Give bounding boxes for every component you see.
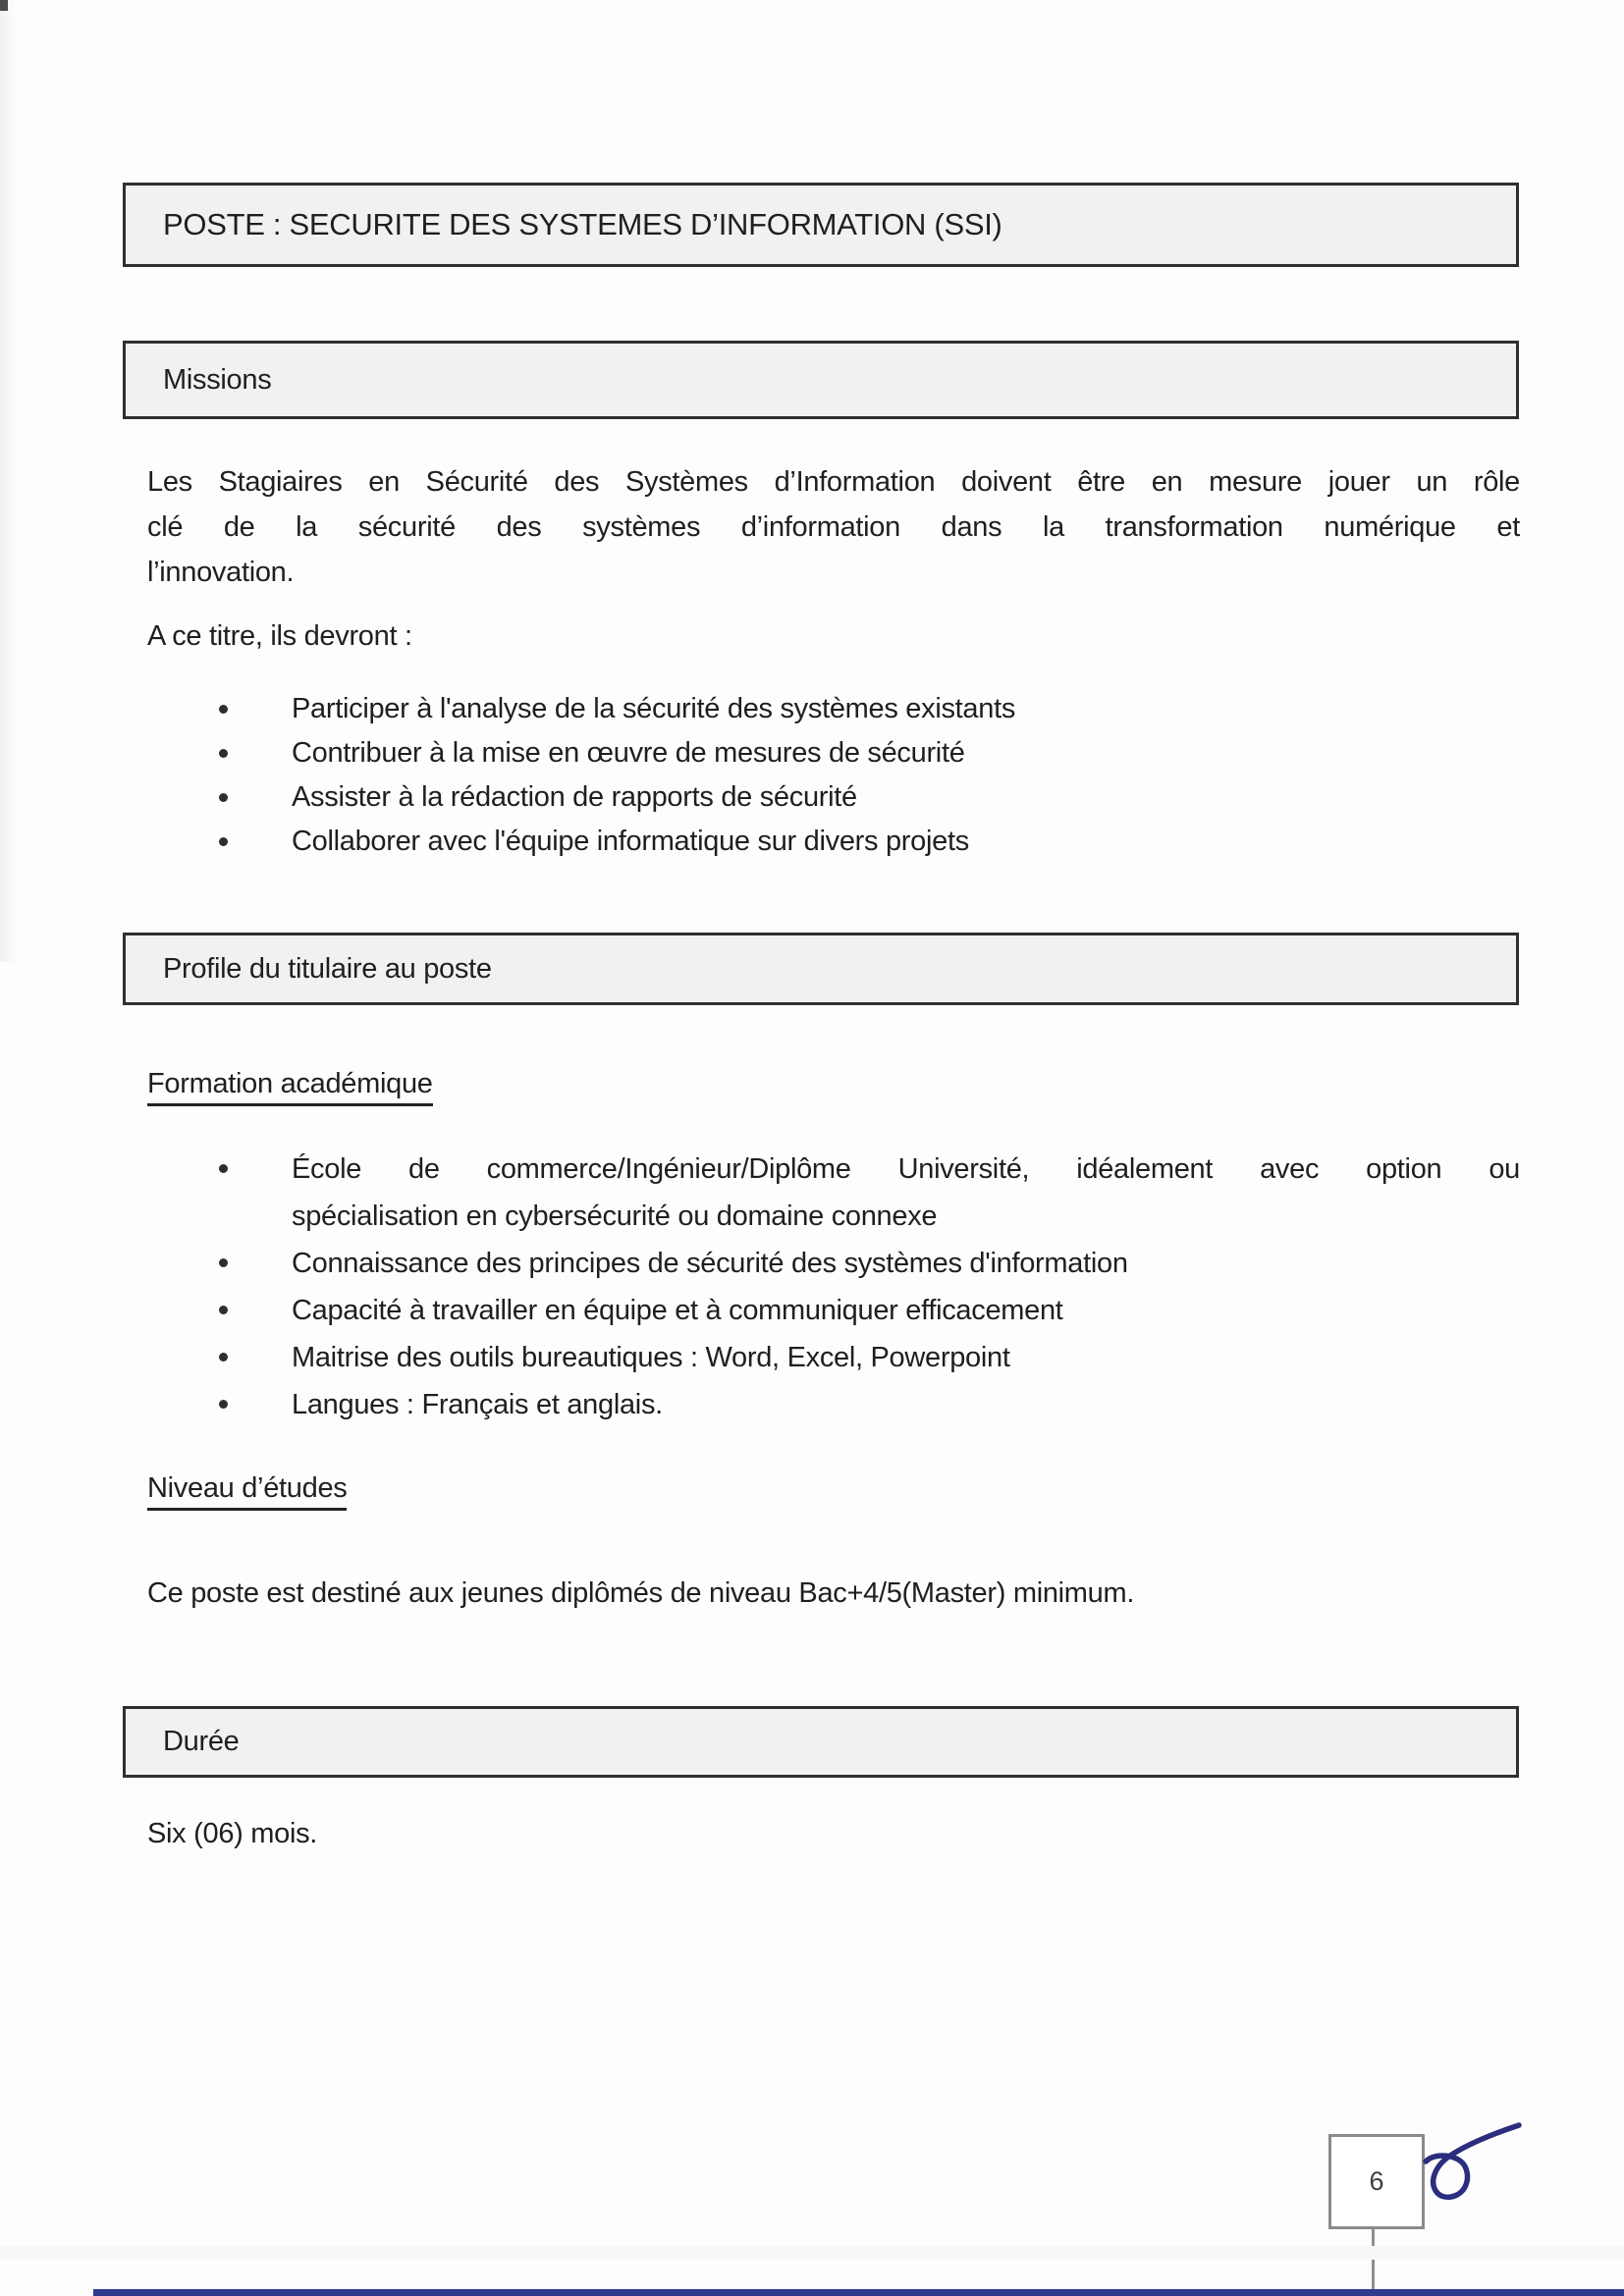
niveau-paragraph: Ce poste est destiné aux jeunes diplômés de niveau Bac+4/5(Master) minimum.: [147, 1577, 1135, 1609]
list-item: [219, 1287, 1520, 1334]
list-item: [219, 820, 1520, 864]
bullet-icon: [219, 1306, 228, 1314]
list-item-text: Maitrise des outils bureautiques : Word, Excel, Powerpoint: [292, 1342, 1010, 1373]
list-item-text: Capacité à travailler en équipe et à communiquer efficacement: [292, 1295, 1063, 1326]
page-number: 6: [1369, 2166, 1384, 2196]
duree-paragraph: Six (06) mois.: [147, 1818, 318, 1849]
list-item-text: Contribuer à la mise en œuvre de mesures de sécurité: [292, 737, 965, 769]
list-item: [219, 1240, 1520, 1287]
list-item: [219, 775, 1520, 820]
profile-header-box: [123, 933, 1519, 1005]
missions-lead-in: A ce titre, ils devront :: [147, 620, 412, 652]
bullet-icon: [219, 793, 228, 802]
signature-scribble: [1404, 2110, 1542, 2218]
intro-line: l’innovation.: [147, 557, 295, 588]
formation-heading: Formation académique: [147, 1068, 433, 1106]
page-number-line: [1372, 2229, 1375, 2294]
list-item: [219, 731, 1520, 775]
list-item: [219, 1334, 1520, 1381]
list-item-text: Langues : Français et anglais.: [292, 1389, 663, 1420]
footer-blue-line: [93, 2289, 1624, 2296]
list-item: [219, 1381, 1520, 1428]
formation-bullet-list: [219, 1146, 1520, 1428]
duree-header: Durée: [163, 1726, 240, 1757]
list-item: [219, 687, 1520, 731]
missions-header: Missions: [163, 363, 272, 396]
post-title-box: [123, 183, 1519, 267]
bullet-icon: [219, 749, 228, 758]
list-item-line: spécialisation en cybersécurité ou domaine connexe: [292, 1201, 938, 1232]
list-item-text: Connaissance des principes de sécurité des systèmes d'information: [292, 1248, 1128, 1279]
scan-band-artifact: [0, 2246, 1624, 2260]
intro-line: clé de la sécurité des systèmes d’information dans la transformation numérique et: [147, 511, 1520, 543]
bullet-icon: [219, 1400, 228, 1409]
missions-intro-paragraph: [147, 459, 1520, 595]
niveau-heading: Niveau d’études: [147, 1472, 347, 1511]
scan-edge-artifact: [0, 0, 16, 962]
missions-bullet-list: [219, 687, 1520, 864]
list-item-text: Collaborer avec l'équipe informatique sur divers projets: [292, 826, 969, 857]
profile-header: Profile du titulaire au poste: [163, 952, 492, 985]
bullet-icon: [219, 837, 228, 846]
scan-mark: [0, 0, 6, 10]
intro-line: Les Stagiaires en Sécurité des Systèmes d’Information doivent être en mesure jouer un rôle: [147, 466, 1520, 498]
bullet-icon: [219, 1258, 228, 1267]
bullet-icon: [219, 1353, 228, 1362]
duree-header-box: [123, 1706, 1519, 1778]
bullet-icon: [219, 705, 228, 714]
missions-header-box: [123, 341, 1519, 419]
list-item-text: [292, 1146, 1520, 1240]
bullet-icon: [219, 1164, 228, 1173]
post-title: POSTE : SECURITE DES SYSTEMES D’INFORMATION (SSI): [163, 207, 1002, 241]
list-item: [219, 1146, 1520, 1240]
list-item-text: Assister à la rédaction de rapports de sécurité: [292, 781, 857, 813]
list-item-line: École de commerce/Ingénieur/Diplôme Université, idéalement avec option ou: [292, 1153, 1520, 1185]
list-item-text: Participer à l'analyse de la sécurité des systèmes existants: [292, 693, 1016, 724]
